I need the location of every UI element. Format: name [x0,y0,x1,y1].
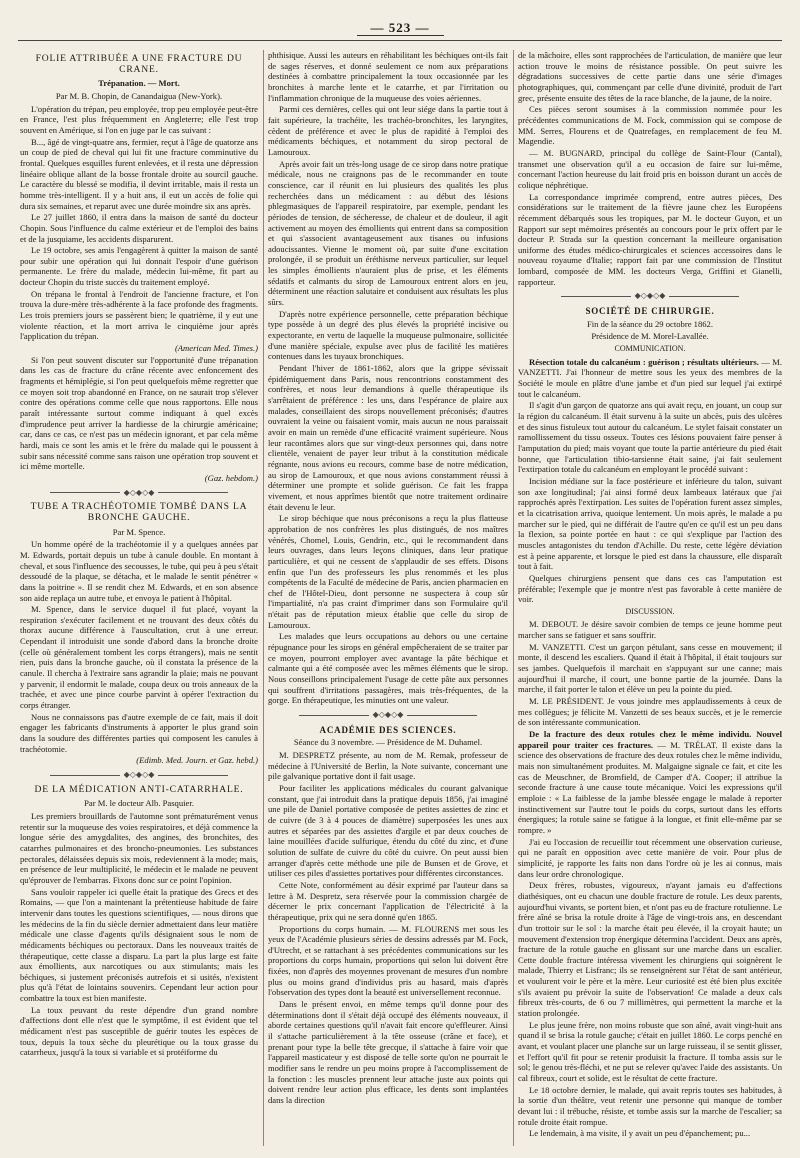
paragraph: D'après notre expérience personnelle, cette préparation béchique type possède à un degré des plus élevés la propriété incisive ou expectorante, en vertu de laquelle la muqueuse pulmonaire, sollicitée d'une manière spéciale, expulse avec plus de facilité les matières contenues dans les tuyaux bronchiques. [268,308,508,362]
paragraph: Ces pièces seront soumises à la commission nommée pour les précédentes communications de M. Fock, commission qui se compose de MM. Serres, Flourens et de Quatrefages, en remplacement de feu M. Magendie. [518,104,782,147]
paragraph: Les malades que leurs occupations au dehors ou une certaine répugnance pour les sirops en général empêcheraient de se traiter par ce moyen, pourront employer avec avantage la pâte béchique et calmante qui a été composée avec les mêmes éléments que le sirop. Nous conseillons principalement l'usage de cette pâte aux personnes qui souffrent d'irritations passagères, mais très-fréquentes, de la gorge. En thérapeutique, les minuties ont une valeur. [268,631,508,706]
paragraph: Le 27 juillet 1860, il entra dans la maison de santé du docteur Chopin. Sous l'influence du calme extérieur et de l'emploi des bains et de la jusquiame, les accidents disparurent. [20,212,258,244]
paragraph: Le plus jeune frère, non moins robuste que son aîné, avait vingt-huit ans quand il se brisa la rotule gauche; c'était en juillet 1860. Le corps penché en avant, et voulant placer une planche sur un large ruisseau, il se sentit glisser, et l'effort qu'il fit pour se retenir produisit la fracture. Il tomba assis sur le sol; le genou très-fléchi, et ne put se relever qu'avec l'aide des assistants. Un cal fibreux, court et solide, est le résultat de cette fracture. [518,1019,782,1084]
column-rule-right [513,50,514,1146]
source-citation: (Edimb. Med. Journ. et Gaz. hebd.) [136,755,258,766]
paragraph: La toux peuvant du reste dépendre d'un grand nombre d'affections dont elle n'est que le symptôme, il est évident que tel médicament n'est pas susceptible de guérir toutes les espèces de toux, depuis la toux sèche du pleurétique ou la toux grasse du catarrheux, jusqu'à la toux si variable et si protéiforme du [20,1004,258,1058]
discussion-label: DISCUSSION. [625,606,675,616]
paragraph: La correspondance imprimée comprend, entre autres pièces, Des considérations sur le traitement de la fièvre jaune chez les Européens récemment débarqués sous les tropiques, par M. le docteur Guyon, et un Rapport sur sept mémoires présentés au concours pour le prix offert par le docteur P. Strada sur la question concernant la meilleure organisation uniforme des études médico-chirurgicales et sciences accessoires dans le nouveau royaume d'Italie; rapport fait par une commission de l'Institut lombard, composée de MM. les docteurs Verga, Griffini et Gianelli, rapporteur. [518,191,782,287]
meeting-line: Séance du 3 novembre. — Présidence de M. Duhamel. [293,737,483,748]
paragraph: phthisique. Aussi les auteurs en réhabilitant les béchiques ont-ils fait de sages réserves, et donné seulement ce nom aux préparations destinées à combattre principalement la toux occasionnée par les bronchites à marche lente et le catarrhe, et par l'irritation ou l'inflammation chronique de la muqueuse des voies aériennes. [268,50,508,103]
section-divider: ◆◇◆◇◆ [268,710,508,721]
column-1 [20,50,258,1148]
paragraph: Cette Note, conformément au désir exprimé par l'auteur dans sa lettre à M. Despretz, sera réservée pour la commission chargée de décerner le prix concernant l'application de l'électricité à la thérapeutique, prix qui ne sera donné qu'en 1865. [268,879,508,922]
paragraph: Pendant l'hiver de 1861-1862, alors que la grippe sévissait épidémiquement dans Paris, nous rencontrions constamment des confrères, et nous leur demandions à quelle thérapeutique ils s'arrêtaient de préférence : les uns, dans l'espérance de plaire aux malades, conseillaient des sirops nouvellement préconisés; d'autres ouvraient la veine ou faisaient vomir, mais aucun ne nous paraissait avoir en main un remède d'une efficacité vraiment supérieure. Nous leur racontâmes alors que sur vingt-deux personnes qui, dans notre clientèle, venaient de payer leur tribut à la constitution médicale régnante, nous avions eu recours, comme base de notre médication, au sirop de Lamouroux, et que nous avions constamment réussi à déterminer une prompte et solide guérison. Ce fait les frappa vivement, et nous apprîmes bientôt que notre traitement ordinaire était devenu le leur. [268,363,508,512]
subsection-title: De la fracture des deux rotules chez le même individu. Nouvel appareil pour traiter ces fractures. [518,729,782,750]
paragraph: Sans vouloir rappeler ici quelle était la pratique des Grecs et des Romains, — que l'on a maintenant la prétentieuse habitude de faire intervenir dans toutes les questions scientifiques, — nous dirons que les médecins de la fin du siècle dernier admettaient dans leur matière médicale une classe d'agents qu'ils désignaient sous le nom de médicaments béchiques ou pectoraux. Dans les nouveaux traités de thérapeutique, cette classe a disparu. La part la plus large est faite aux émollients, aux narcotiques ou aux stimulants; mais les béchiques, si justement préconisés autrefois et si usités, n'existent plus qu'à l'état de lointains souvenirs. Cependant leur action pour combattre la toux est bien manifeste. [20,886,258,1004]
paragraph: On trépana le frontal à l'endroit de l'ancienne fracture, et l'on trouva la dure-mère très-adhérente à la face profonde des fragments. Les trois premiers jours se passèrent bien; le quatrième, il y eut une violente réaction, et la mort arriva le cinquième jour après l'application du trépan. [20,288,258,342]
paragraph: Les premiers brouillards de l'automne sont prématurément venus retentir sur la muqueuse des voies respiratoires, et déjà commence la longue série des amygdalites, des angines, des bronchites, des catarrhes pulmonaires et des broncho-pneumonies. Les substances pectorales, délaissées depuis six mois, redeviennent à la mode; mais, en présence de leur multiplicité, le médecin et le malade ne peuvent qu'éprouver de l'embarras. Fixons donc sur ce point l'opinion. [20,810,258,885]
paragraph: Nous ne connaissons pas d'autre exemple de ce fait, mais il doit engager les fabricants d'instruments à apporter le plus grand soin dans la soudure des différentes parties qui composent les canules à trachéotomie. [20,711,258,754]
paragraph: M. LE PRÉSIDENT. Je vous joindre mes applaudissements à ceux de mes collègues; je félicite M. Vanzetti de ses beaux succès, et je le remercie de son intéressante communication. [518,696,782,728]
paragraph: B..., âgé de vingt-quatre ans, fermier, reçut à l'âge de quatorze ans un coup de pied de cheval qui lui fit une fracture comminutive du frontal. Quelques esquilles furent enlevées, et il resta une dépression linéaire oblique allant de la bosse frontale droite au sourcil gauche. Le caractère du blessé se modifia, il devint irritable, mais il resta un homme très-intelligent. Il y a huit ans, il eut un accès de folie qui dura six semaines, et reparut avec une durée moindre six ans après. [20,136,258,211]
article-author: Par M. Spence. [112,526,166,537]
paragraph: Le 18 octobre dernier, le malade, qui avait repris toutes ses habitudes, à la sortie d'un théâtre, veut retenir une personne qui manque de tomber devant lui : il trébuche, résiste, et tombe assis sur la marche de l'escalier; sa rotule droite était rompue. [518,1084,782,1127]
meeting-line: Fin de la séance du 29 octobre 1862. [586,318,713,329]
paragraph: De la fracture des deux rotules chez le même individu. Nouvel appareil pour traiter ces fractures. — M. TRÉLAT. Il existe dans la science des observations de fracture des deux rotules chez le même individu, mais non simultanément produites. M. Malgaigne signale ce fait, et cite les cas de Meuschner, de Bromfield, de Camper d'A. Cooper; il attribue la seconde fracture à une cause toute mécanique. Voici les expressions qu'il emploie : « La faiblesse de la jambe blessée engage le malade à reporter instinctivement sur l'autre tout le poids du corps, surtout dans les efforts énergiques; la rotule saine se fatigue à la longue, et finit elle-même par se rompre. » [518,729,782,835]
paragraph: Un homme opéré de la trachéotomie il y a quelques années par M. Edwards, portait depuis un tube à canule double. En montant à cheval, et sous l'influence des secousses, le tube, qui peu à peu s'était dessoudé de la plaque, se détacha, et le malade le sentit pénétrer « dans la poitrine ». Il se rendit chez M. Edwards, et en son absence son aide replaça un autre tube, et envoya le patient à l'hôpital. [20,539,258,603]
article-title-medication: DE LA MÉDICATION ANTI-CATARRHALE. [34,783,244,795]
paragraph: M. VANZETTI. C'est un garçon pétulant, sans cesse en mouvement; il monte, il descend les escaliers. Quand il était à l'hôpital, il était toujours sur ses jambes. Quelquefois il marchait en s'appuyant sur une canne; mais aujourd'hui il marche, il court, une bonne partie de la journée. Dans la marche, il fait porter le talon et élève un peu la pointe du pied. [518,641,782,695]
paragraph: Le 19 octobre, ses amis l'engagèrent à quitter la maison de santé pour subir une opération qui lui donnait l'espoir d'une guérison permanente. Le frère du malade, médecin lui-même, fit part au docteur Chopin du triste succès du traitement employé. [20,245,258,288]
section-divider: ◆◇◆◇◆ [518,291,782,302]
source-citation: (Gaz. hebdom.) [204,472,258,483]
paragraph: Deux frères, robustes, vigoureux, n'ayant jamais eu d'affections diathésiques, ont eu chacun une double fracture de rotule. Les deux parents, aujourd'hui vivants, se portent bien, et n'ont pas eu de fracture rotulienne. Le frère aîné se brisa la rotule droite à l'âge de vingt-trois ans, en descendant d'un trottoir sur le sol : la marche était peu élevée, il la croyait haute; un mouvement d'extension trop énergique détermina l'accident. Deux ans après, fracture de la rotule gauche en glissant sur une marche dans un escalier. Cette double fracture intéressa vivement les chirurgiens qui soignèrent le malade, Thierry et Lisfranc; ils se renseignèrent sur l'état de sant antérieur, et voulurent voir le père et la mère. Leur curiosité est été bien plus excitée s'ils avaient pu prévoir la suite de l'observation! Ce malade a deux cals fibreux très-courts, de 6 ou 7 millimètres, qui permettent la marche et la station prolongée. [518,880,782,1019]
paragraph: Il s'agit d'un garçon de quatorze ans qui avait reçu, en jouant, un coup sur la région du calcanéum. Il était survenu à la suite un abcès, puis des ulcères et des sinus fistuleux tout autour du calcanéum. Le stylet faisait constater un ramollissement du tissu osseux. Toutes ces lésions pouvaient faire penser à l'amputation du pied; mais voyant que toute la partie antérieure du pied était bonne, que l'articulation tibio-tarsienne était saine, j'ai fait seulement l'extirpation totale du calcanéum en employant le procédé suivant : [518,400,782,475]
paragraph: Résection totale du calcanéum : guérison ; résultats ultérieurs. — M. VANZETTI. J'ai l'honneur de mettre sous les yeux des membres de la Société le moule en plâtre d'une jambe et d'un pied sur lequel j'ai extirpé tout le calcanéum. [518,356,782,399]
paragraph: M. Spence, dans le service duquel il fut placé, voyant la respiration s'exécuter facilement et ne trouvant des deux côtés du thorax aucune différence à l'auscultation, crut à une erreur. Cependant il introduisit une sonde d'abord dans la bronche droite (celle où généralement tombent les corps étrangers), mais ne sentit rien, puis dans la bronche gauche, où il constata la présence de la canule. Il chercha à l'extraire sans agrandir la plaie; mais ne pouvant y parvenir, il endormit le malade, coupa deux ou trois anneaux de la trachée, et avec une pince courbe parvint à opérer l'extraction du corps étranger. [20,604,258,711]
header-rule [18,40,782,41]
column-rule-left [263,50,264,1146]
paragraph: Le sirop béchique que nous préconisons a reçu la plus flatteuse approbation de nos confrères les plus distingués, de nos maîtres vénérés, Chomel, Louis, Gendrin, etc., qui le recommandent dans leurs ouvrages, dans leurs leçons cliniques, dans leur pratique particulière, et qui ne cessent de s'applaudir de ses effets. Disons enfin que l'un des professeurs les plus renommés et les plus compétents de la Faculté de médecine de Paris, ancien pharmacien en chef de l'Hôtel-Dieu, dont personne ne suspectera à coup sûr l'impartialité, n'a pas craint d'imprimer dans son Formulaire qu'il n'était pas de réputation mieux établie que celle du sirop de Lamouroux. [268,513,508,630]
presidence-line: Présidence de M. Morel-Lavallée. [591,331,709,342]
paragraph: M. DEBOUT. Je désire savoir combien de temps ce jeune homme peut marcher sans se fatiguer et sans souffrir. [518,619,782,641]
paragraph: de la mâchoire, elles sont rapprochées de l'articulation, de manière que leur action trouve le moins de résistance possible. On peut suivre les dégradations successives de cette partie dans une série d'images photographiques, qui, commençant par celle d'une divinité, produit de l'art grec, présente ensuite des têtes de la race blanche, de la jaune, de la noire. [518,50,782,103]
section-title-academie: ACADÉMIE DES SCIENCES. [319,724,457,735]
article-author: Par M. le docteur Alb. Pasquier. [84,798,194,809]
article-author: Par M. B. Chopin, de Canandaigua (New-York). [55,90,223,101]
subsection-title: Résection totale du calcanéum : guérison ; résultats ultérieurs. [529,356,759,367]
column-3 [518,50,782,1148]
column-2 [268,50,508,1148]
paragraph: — M. BUGNARD, principal du collège de Saint-Flour (Cantal), transmet une observation qu'il a eu occasion de faire sur lui-même, concernant l'action heureuse du lait froid pris en boisson durant un accès de colique néphrétique. [518,147,782,190]
paragraph: Le lendemain, à ma visite, il y avait un peu d'épanchement; pu... [529,1128,751,1139]
article-subtitle: Trépanation. — Mort. [98,78,180,89]
section-divider: ◆◇◆◇◆ [20,770,258,781]
paragraph: Proportions du corps humain. — M. FLOURENS met sous les yeux de l'Académie plusieurs séries de dessins adressés par M. Fock, d'Utrecht, et se rattachant à ses précédentes communications sur les proportions du corps humain, proportions qui selon lui doivent être fixées, non d'après des moyennes provenant de mesures d'un nombre plus ou moins grand d'individus pris au hasard, mais d'après l'observation des types dont la beauté est universellement reconnue. [268,923,508,998]
communication-label: COMMUNICATION. [614,344,686,354]
section-title-societe: SOCIÉTÉ DE CHIRURGIE. [585,306,715,317]
paragraph: Si l'on peut souvent discuter sur l'opportunité d'une trépanation dans les cas de fracture du crâne récente avec enfoncement des fragments et hémiplégie, si l'on peut quelquefois même regretter que ce moyen soit trop abandonné en France, on ne saurait trop s'élever contre des opérations comme celle que nous rapportons. Elle nous paraît intéressante surtout comme indiquant à quel excès d'imprudence peut arriver la hardiesse de la chirurgie américaine; car, dans ce cas, ce n'est pas un médecin ignorant, et par cela même hardi, mais ce sont les amis et le frère du malade qui le poussent à subir sans nécessité comme sans raison une opération trop souvent et ici même mortelle. [20,354,258,472]
article-title-folie: FOLIE ATTRIBUÉE A UNE FRACTURE DU CRANE. [35,53,243,75]
paragraph: Après avoir fait un très-long usage de ce sirop dans notre pratique médicale, nous ne craignons pas de le recommander en toute conscience, car il réunit en lui plusieurs des qualités les plus recherchées dans un médicament : au début des lésions phlegmasiques de l'appareil respiratoire, par exemple, pendant les périodes de tension, de sécheresse, de chaleur et de douleur, il agit activement au moyen des émollients qui entrent dans sa composition et qui s'associent avantageusement aux tisanes ou infusions adoucissantes. Vienne le moment où, par suite d'une excitation prolongée, il se produit un éréthisme nerveux particulier, sur lequel les simples émollients n'auraient plus de prise, et les éléments sédatifs et calmants du sirop de Lamouroux entrent alors en jeu, déterminent une réaction salutaire et conduisent aux résultats les plus sûrs. [268,158,508,308]
paragraph: Dans le présent envoi, en même temps qu'il donne pour des déterminations dont il s'était déjà occupé des éléments nouveaux, il aborde certaines questions qu'il n'avait fait encore qu'effleurer. Ainsi il s'attache particulièrement à la tête osseuse (crâne et face), et prenant pour type la belle tête grecque, il s'attache à faire voir que l'appareil masticateur y est disposé de telle sorte qu'on ne pourrait le modifier sans le rendre un peu moins propre à l'accomplissement de la fonction : les muscles prennent leur attache juste aux points qui doivent rendre leur action plus efficace, les dents sont implantées dans la direction [268,999,508,1105]
page-number: — 523 — [0,20,800,36]
paragraph: Pour faciliter les applications médicales du courant galvanique constant, que j'ai introduit dans la pratique depuis 1856, j'ai imaginé une pile de Daniel portative composée de petites assiettes de zinc et de cuivre (de 3 à 4 pouces de diamètre) superposées les unes aux autres et séparées par des assiettes d'argile et par deux couches de laine mouillées d'acide sulfurique, étendu du côté du zinc, et d'une solution de sulfate de cuivre du côté du cuivre. On peut aussi bien arranger d'après cette méthode une pile de Bunsen et de Grove, et utiliser ces piles d'assiettes portatives pour différentes circonstances. [268,782,508,879]
paragraph: M. DESPRETZ présente, au nom de M. Remak, professeur de médecine à l'Université de Berlin, la Note suivante, concernant une pile galvanique portative dont il fait usage. [268,750,508,782]
paragraph: Quelques chirurgiens pensent que dans ces cas l'amputation est préférable; l'exemple que je montre n'est pas favorable à cette manière de voir. [518,572,782,605]
article-title-tube: TUBE A TRACHÉOTOMIE TOMBÉ DANS LA BRONCHE GAUCHE. [30,501,248,523]
paragraph: Parmi ces dernières, celles qui ont leur siége dans la partie tout à fait supérieure, la trachéite, les trachéo-bronchites, les laryngites, cèdent de préférence et avec le plus de rapidité à l'emploi des médicaments béchiques, et notamment du sirop pectoral de Lamouroux. [268,104,508,157]
paragraph: Incision médiane sur la face postérieure et inférieure du talon, suivant son axe longitudinal; j'ai ainsi formé deux lambeaux latéraux que j'ai rapprochés après l'extirpation. Les suites de l'opération furent assez simples, et la cicatrisation arriva, quoique lentement. Un mois après, le malade a pu marcher sur le pied, qui ne différait de l'autre qu'en ce qu'il est un peu dans la flexion, sa pointe portée en haut : ce qui s'explique par l'action des muscles antagonistes du tendon d'Achille. Du reste, cette légère déviation est à peine apparente, et lorsque le pied est dans la chaussure, elle disparaît tout à fait. [518,475,782,572]
section-divider: ◆◇◆◇◆ [20,488,258,499]
source-citation: (American Med. Times.) [174,343,258,354]
paragraph: L'opération du trépan, peu employée, trop peu employée peut-être en France, l'est plus fréquemment en Angleterre; elle l'est trop souvent en Amérique, si l'on en juge par le cas suivant : [20,103,258,135]
paragraph: J'ai eu l'occasion de recueillir tout récemment une observation curieuse, qui ne paraît en opposition avec cette manière de voir. Pour plus de simplicité, je rapporte les faits non dans l'ordre où je les ai connus, mais dans leur ordre chronologique. [518,836,782,879]
